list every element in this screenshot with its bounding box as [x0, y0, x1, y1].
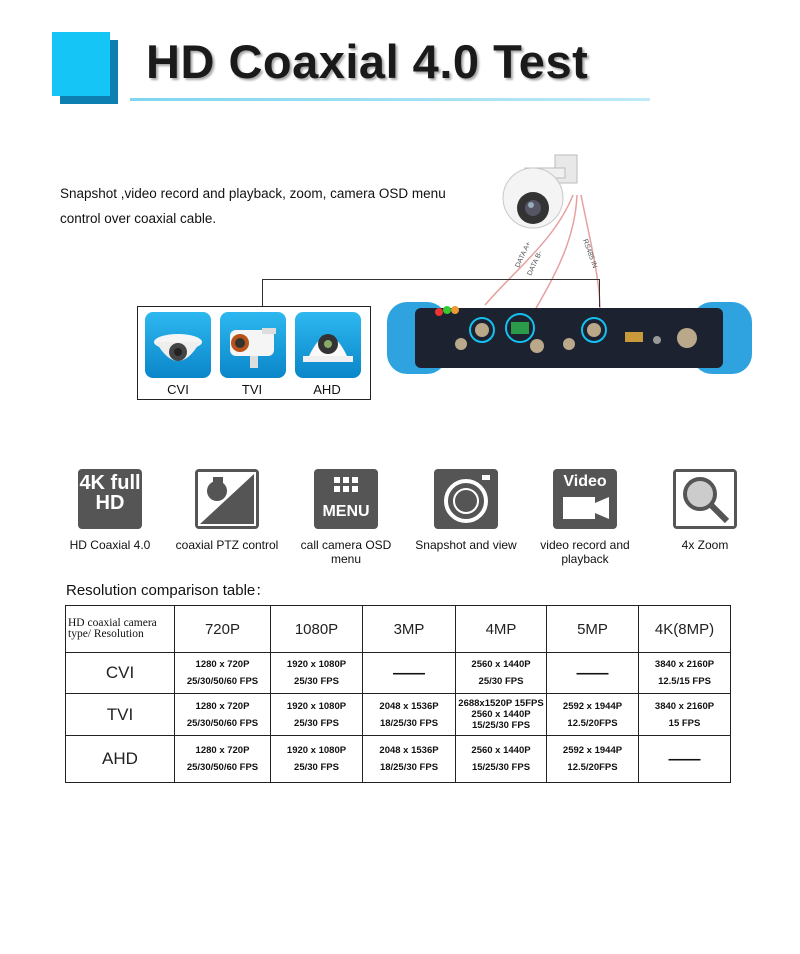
feature-icon-text: MENU — [322, 503, 370, 520]
column-header: 720P — [175, 606, 271, 653]
video-camera-icon — [553, 469, 617, 529]
table-cell: 1920 x 1080P 25/30 FPS — [271, 736, 363, 783]
camera-tile-tvi — [220, 312, 286, 378]
table-cell: 1920 x 1080P 25/30 FPS — [271, 694, 363, 736]
cable-label-b: DATA B- — [526, 250, 544, 277]
row-header: CVI — [66, 653, 175, 694]
feature-label: Snapshot and view — [415, 538, 517, 552]
feature-label: HD Coaxial 4.0 — [69, 538, 151, 552]
page-title: HD Coaxial 4.0 Test — [146, 35, 589, 88]
camera-tile-cvi — [145, 312, 211, 378]
table-cell: 2560 x 1440P 25/30 FPS — [456, 653, 547, 694]
table-row — [66, 653, 731, 694]
intro-text: Snapshot ,video record and playback, zoom, camera OSD menu control over coaxial cable. — [60, 186, 446, 226]
4k-hd-icon — [78, 469, 142, 529]
table-cell: 3840 x 2160P 15 FPS — [639, 694, 731, 736]
column-header: 4MP — [456, 606, 547, 653]
feature-label: video record and playback — [540, 538, 630, 566]
table-cell: —— — [547, 653, 639, 694]
table-cell: 1280 x 720P 25/30/50/60 FPS — [175, 736, 271, 783]
table-cell: 2688x1520P 15FPS 2560 x 1440P 15/25/30 FPS — [456, 694, 547, 736]
ptz-camera-icon — [195, 469, 259, 529]
magnifier-icon — [673, 469, 737, 529]
header-accent-front — [52, 32, 110, 96]
connector-line — [262, 279, 600, 280]
column-header: 5MP — [547, 606, 639, 653]
feature-icon-text: Video — [563, 473, 607, 490]
feature-label: call camera OSD menu — [300, 538, 392, 566]
cctv-tester-device — [387, 300, 752, 376]
coax-cables — [455, 180, 615, 320]
connector-line — [262, 279, 263, 306]
title-underline — [130, 98, 650, 101]
snapshot-icon — [434, 469, 498, 529]
table-cell: 3840 x 2160P 12.5/15 FPS — [639, 653, 731, 694]
table-cell: 1280 x 720P 25/30/50/60 FPS — [175, 694, 271, 736]
table-cell: 2592 x 1944P 12.5/20FPS — [547, 736, 639, 783]
row-header: TVI — [66, 694, 175, 736]
table-row — [66, 694, 731, 736]
table-cell: 2592 x 1944P 12.5/20FPS — [547, 694, 639, 736]
camera-tile-ahd — [295, 312, 361, 378]
table-cell: 1920 x 1080P 25/30 FPS — [271, 653, 363, 694]
table-cell: 2048 x 1536P 18/25/30 FPS — [363, 694, 456, 736]
menu-icon — [314, 469, 378, 529]
column-header: 1080P — [271, 606, 363, 653]
camera-label: AHD — [313, 382, 341, 397]
table-cell: —— — [363, 653, 456, 694]
table-header-row — [66, 606, 731, 653]
svg-text:+ -: + - — [215, 508, 230, 522]
column-header: 4K(8MP) — [639, 606, 731, 653]
table-cell: 2048 x 1536P 18/25/30 FPS — [363, 736, 456, 783]
table-row — [66, 736, 731, 783]
table-title: Resolution comparison table： — [66, 582, 271, 599]
camera-label: CVI — [167, 382, 189, 397]
feature-label: coaxial PTZ control — [175, 538, 279, 552]
table-cell: 2560 x 1440P 15/25/30 FPS — [456, 736, 547, 783]
table-cell: —— — [639, 736, 731, 783]
dome-camera-icon — [145, 312, 211, 378]
resolution-table — [65, 605, 731, 783]
bullet-camera-icon — [220, 312, 286, 378]
feature-label: 4x Zoom — [681, 538, 729, 552]
cable-label-a: DATA A+ — [514, 240, 533, 269]
dome-camera-icon — [295, 312, 361, 378]
feature-icon-text: 4K full HD — [79, 472, 141, 514]
camera-label: TVI — [241, 382, 263, 397]
cable-label-power: RS485 IN — [581, 238, 599, 270]
row-header: AHD — [66, 736, 175, 783]
table-cell: 1280 x 720P 25/30/50/60 FPS — [175, 653, 271, 694]
table-corner-cell: HD coaxial camera type/ Resolution — [66, 606, 175, 653]
column-header: 3MP — [363, 606, 456, 653]
